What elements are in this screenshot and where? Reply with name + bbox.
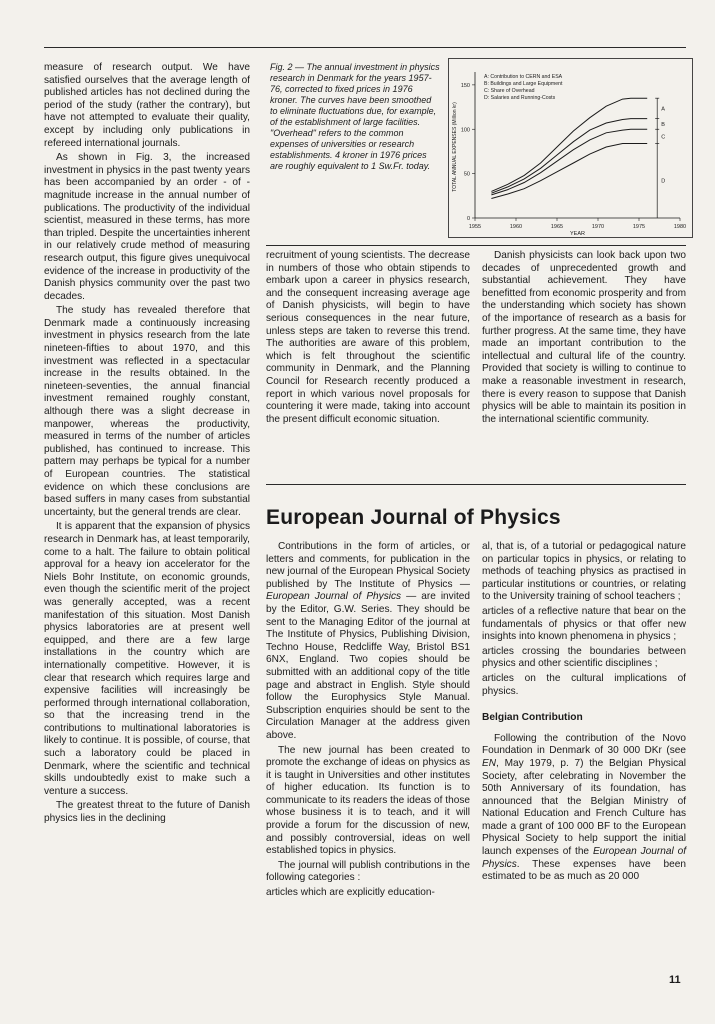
- paragraph: al, that is, of a tutorial or pedagogical nature on particular topics in physics, or relating to methods of teaching physics as practised in particular institutions or countries, or relating to the University training of school teachers ;: [482, 541, 686, 603]
- paragraph: The study has revealed therefore that Denmark made a continuously increasing investment in physics research from the late nineteen-fifties to about 1970, and this investment was reflected in a spectacular increase in the results obtained. In the nineteen-seventies, the annual financial investment remained roughly constant, although there was a slight decrease in manpower, whereas the productivity, measured in terms of the number of articles published, has continued to increase. This pattern may perhaps be typical for a number of European countries. The statistical evidence on which these conclusions are based suffers in many cases from substantial uncertainty, but the general trends are clear.: [44, 305, 250, 518]
- ejp-column-2: [482, 541, 686, 884]
- series-bracket-label: A: [661, 106, 665, 113]
- x-axis-label: YEAR: [570, 231, 585, 237]
- series-bracket-label: D: [661, 178, 666, 185]
- text-run: Contributions in the form of articles, or letters and comments, for publication in the new journal of the European Physical Society published by The Institute of Physics —: [266, 541, 470, 590]
- section-rule: [266, 484, 686, 485]
- chart-series: [491, 98, 665, 218]
- series-bracket-label: C: [661, 134, 666, 141]
- paragraph: recruitment of young scientists. The decrease in numbers of those who obtain stipends to embark upon a career in physics research, and the consequent increasing average age of Danish physicists, will begin to have serious consequences in the near future, unless steps are taken to reverse this trend. The authorities are aware of this problem, which is felt throughout the scientific community in Denmark, and the Planning Council for Research recently produced a report in which various novel proposals for countering it were made, taking into account the present difficult economic situation.: [266, 250, 470, 425]
- journal-name: European Journal of Physics: [482, 846, 686, 870]
- x-tick-label: 1955: [468, 224, 482, 230]
- x-tick-label: 1970: [591, 224, 605, 230]
- figure-caption: Fig. 2 — The annual investment in physics research in Denmark for the years 1957-76, corrected to fixed prices in 1976 kroner. The curves have been smoothed to eliminate fluctuations due, for example, of the establishment of large facilities. "Overhead" refers to the common expenses of universities or research establishments. 4 kroner in 1976 prices are roughly equivalent to 1 Sw.Fr. today.: [270, 62, 440, 171]
- text-run: Following the contribution of the Novo Foundation in Denmark of 30 000 DKr (see: [482, 732, 686, 757]
- paragraph: [266, 541, 470, 743]
- x-tick-label: 1980: [673, 224, 687, 230]
- legend-entry: C: Share of Overhead: [484, 88, 535, 94]
- legend-entry: A: Contribution to CERN and ESA: [484, 74, 563, 80]
- x-tick-label: 1975: [632, 224, 646, 230]
- text-run: . These expenses have been estimated to be as much as 20 000: [482, 858, 686, 883]
- paragraph: articles on the cultural implications of physics.: [482, 672, 686, 697]
- chart-legend: [484, 74, 563, 101]
- legend-entry: B: Buildings and Large Equipment: [484, 81, 563, 87]
- x-tick-label: 1965: [550, 224, 564, 230]
- y-tick-label: 0: [466, 216, 470, 222]
- y-tick-label: 150: [460, 82, 470, 89]
- paragraph: It is apparent that the expansion of physics research in Denmark has, at least temporarily, come to a halt. The failure to obtain political approval for a heavy ion accelerator for the Niels Bohr Institute, on economic grounds, even though the scientific merit of the project was generally accepted, was a recent manifestation of this situation. Most Danish physics laboratories are at present well equipped, and there are a few large installations in the country which are internationally competitive. However, it is clear that research which requires large and expensive facilities will increasingly be performed through international collaboration, so that the increasing trend in the contributions to multinational laboratories is likely to continue. It is possible, of course, that such a laboratory could be placed in Denmark, where the scientific and technical skills undoubtedly exist to make such a venture a success.: [44, 521, 250, 797]
- legend-entry: D: Salaries and Running-Costs: [484, 95, 556, 101]
- paragraph: articles crossing the boundaries between physics and other scientific disciplines ;: [482, 645, 686, 670]
- top-rule: [44, 47, 686, 48]
- y-tick-label: 100: [460, 127, 470, 134]
- reference: EN: [482, 757, 497, 769]
- paragraph: articles which are explicitly education-: [266, 887, 435, 899]
- text-run: , May 1979, p. 7) the Belgian Physical Society, after celebrating in November the 50th Anniversary of its foundation, has announced that the Belgian Ministry of National Education and French Culture has made a grant of 100 000 BF to the European Physical Society to help support the initial launch expenses of the: [482, 757, 686, 858]
- series-bracket-label: B: [661, 121, 665, 128]
- paragraph: The greatest threat to the future of Danish physics lies in the declining: [44, 800, 250, 825]
- paragraph: The journal will publish contributions in the following categories :: [266, 859, 470, 884]
- series-line-D: [491, 144, 647, 199]
- paragraph: measure of research output. We have satisfied ourselves that the average length of published articles has not declined during the period of the study (rather the contrary), but have not attempted to evaluate their quality, except by including only publications in refereed international journals.: [44, 62, 250, 149]
- series-line-C: [491, 129, 647, 195]
- chart-axis-labels: [452, 102, 585, 237]
- mid-rule-chart: [266, 245, 686, 246]
- middle-column: [266, 250, 470, 426]
- y-axis-label: TOTAL ANNUAL EXPENSES (Million kr): [452, 102, 458, 192]
- investment-chart: [448, 58, 693, 238]
- page-number: 11: [669, 974, 681, 986]
- paragraph: The new journal has been created to promote the exchange of ideas on physics as it is taught in Universities and other institutes of higher education. Its function is to communicate to its readers the ideas of those whose business it is to teach, and it will provide a forum for the discussion of new, and possibly controversial, ideas on well established topics in physics.: [266, 744, 470, 857]
- y-tick-label: 50: [463, 171, 470, 178]
- subsection-heading: Belgian Contribution: [482, 712, 583, 724]
- right-column: [482, 250, 686, 426]
- paragraph: [482, 733, 686, 884]
- paragraph: Danish physicists can look back upon two decades of unprecedented growth and substantial achievement. They have benefitted from economic prosperity and from the understanding which society has shown of the importance of research as a basis for further progress. At the same time, they have made an important contribution to the intellectual and cultural life of the country. Provided that society is willing to continue to make a reasonable investment in research, there is every reason to suppose that Danish physics will be able to maintain its position in the international scientific community.: [482, 250, 686, 425]
- paragraph: As shown in Fig. 3, the increased investment in physics in the past twenty years has been accompanied by an order - of - magnitude increase in the annual number of publications. The productivity of the individual scientist, measured in these terms, has more than tripled. Despite the uncertainties inherent in our relatively crude method of measuring research output, this figure gives unequivocal evidence of the increase in productivity of the Danish physics community over the past two decades.: [44, 152, 250, 302]
- paragraph: articles of a reflective nature that bear on the fundamentals of physics or that offer new insights into known phenomena in physics ;: [482, 605, 686, 643]
- text-run: — are invited by the Editor, G.W. Series. They should be sent to the Managing Editor of the journal at The Institute of Physics, Publishing Division, Techno House, Redcliffe Way, Bristol BS1 6NX, England. Two copies should be submitted with an additional copy of the title page and abstract in English. Style should follow the Europhysics Style Manual. Subscription enquiries should be sent to the Circulation Manager at the address given above.: [266, 591, 470, 741]
- ejp-column-1: [266, 541, 470, 900]
- left-column: [44, 62, 250, 826]
- journal-name: European Journal of Physics: [266, 591, 402, 603]
- section-title: European Journal of Physics: [266, 506, 561, 529]
- x-tick-label: 1960: [509, 224, 523, 230]
